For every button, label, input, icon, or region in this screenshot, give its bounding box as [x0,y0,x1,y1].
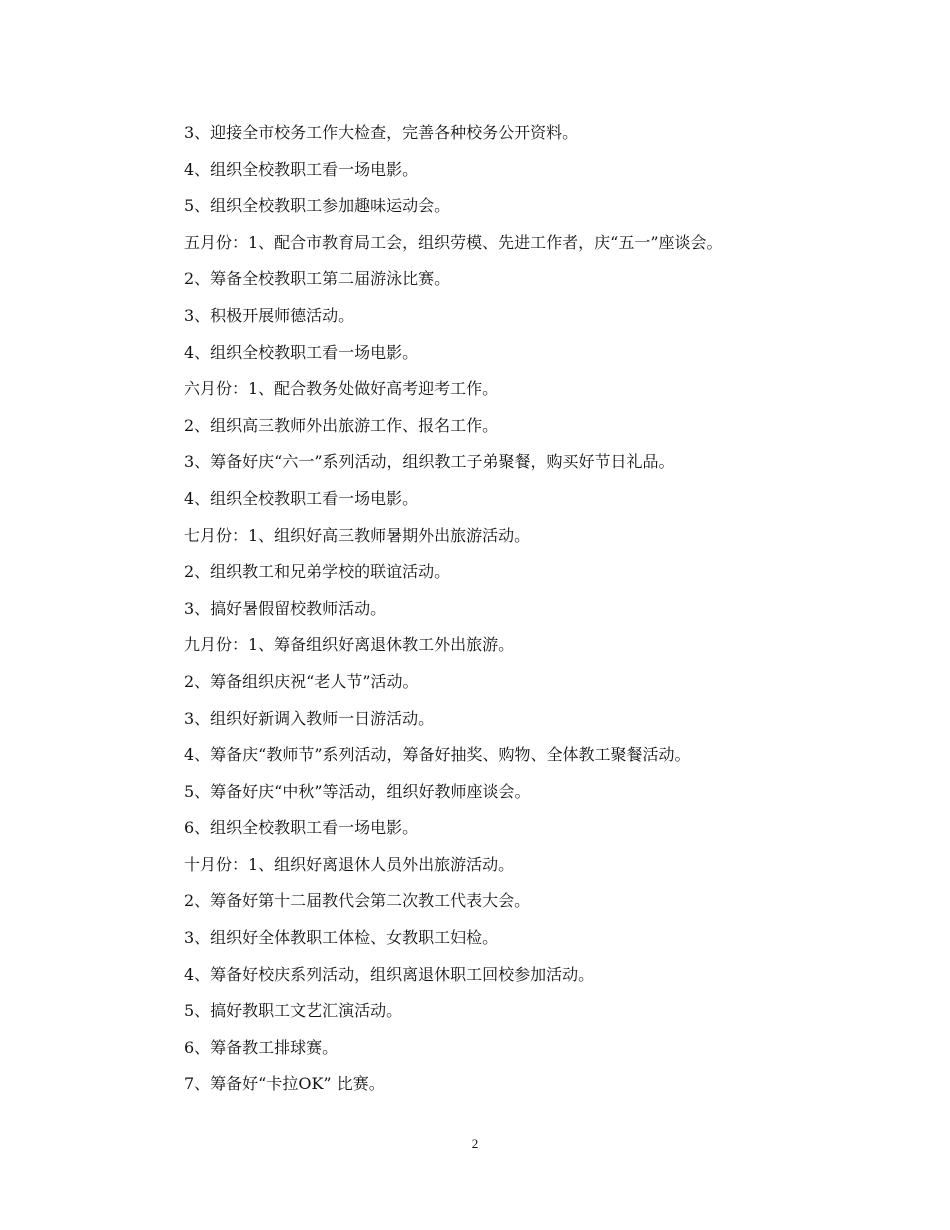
text-line: 5、筹备好庆“中秋”等活动，组织好教师座谈会。 [184,781,531,801]
text-line: 5、组织全校教职工参加趣味运动会。 [184,196,451,216]
text-line: 5、搞好教职工文艺汇演活动。 [184,1001,403,1021]
text-line: 五月份：1、配合市教育局工会，组织劳模、先进工作者，庆“五一”座谈会。 [184,232,723,252]
text-line: 6、筹备教工排球赛。 [184,1037,339,1057]
text-line: 2、组织教工和兄弟学校的联谊活动。 [184,562,451,582]
text-line: 4、筹备庆“教师节”系列活动，筹备好抽奖、购物、全体教工聚餐活动。 [184,745,691,765]
text-line: 3、筹备好庆“六一”系列活动，组织教工子弟聚餐，购买好节日礼品。 [184,452,675,472]
page-number: 2 [471,1136,479,1151]
text-line: 4、组织全校教职工看一场电影。 [184,342,419,362]
text-line: 九月份：1、筹备组织好离退休教工外出旅游。 [184,635,515,655]
text-line: 7、筹备好“卡拉OK” 比赛。 [184,1074,385,1094]
text-line: 七月份：1、组织好高三教师暑期外出旅游活动。 [184,525,531,545]
text-line: 2、组织高三教师外出旅游工作、报名工作。 [184,415,499,435]
text-line: 六月份：1、配合教务处做好高考迎考工作。 [184,379,499,399]
text-line: 6、组织全校教职工看一场电影。 [184,818,419,838]
document-body [184,115,874,1103]
text-line: 4、组织全校教职工看一场电影。 [184,488,419,508]
text-line: 2、筹备全校教职工第二届游泳比赛。 [184,269,451,289]
text-line: 3、组织好全体教职工体检、女教职工妇检。 [184,928,499,948]
text-line: 3、迎接全市校务工作大检查，完善各种校务公开资料。 [184,123,579,142]
text-line: 3、组织好新调入教师一日游活动。 [184,708,435,728]
text-line: 2、筹备组织庆祝“老人节”活动。 [184,671,419,691]
text-line: 4、组织全校教职工看一场电影。 [184,159,419,179]
text-line: 3、积极开展师德活动。 [184,305,355,325]
text-line: 十月份：1、组织好离退休人员外出旅游活动。 [184,854,515,874]
text-line: 3、搞好暑假留校教师活动。 [184,598,387,618]
text-line: 4、筹备好校庆系列活动，组织离退休职工回校参加活动。 [184,964,595,984]
text-line: 2、筹备好第十二届教代会第二次教工代表大会。 [184,891,531,911]
